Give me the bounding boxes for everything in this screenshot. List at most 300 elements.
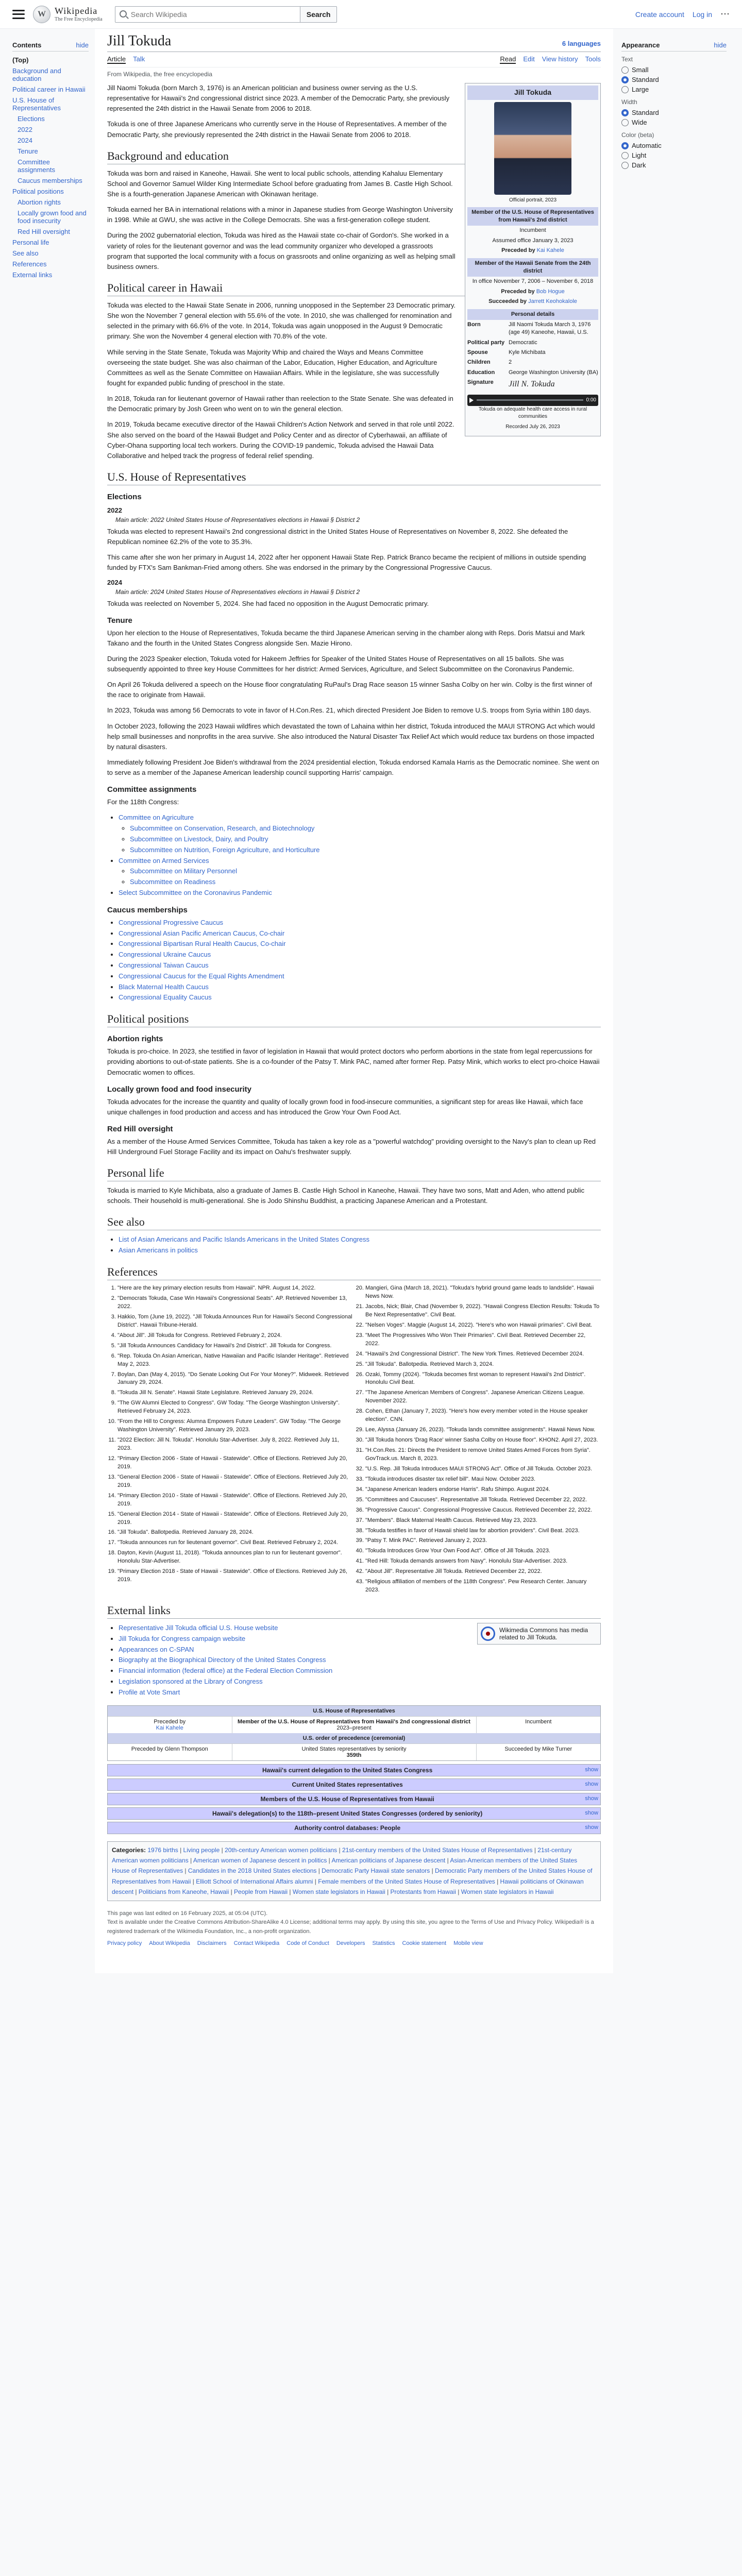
- see-also-link[interactable]: Asian Americans in politics: [119, 1246, 198, 1255]
- navbox: [107, 1807, 601, 1820]
- references-list: [107, 1284, 601, 1595]
- radio-label: Standard: [632, 109, 659, 116]
- audio-player[interactable]: [467, 395, 598, 406]
- subcommittee-item: [130, 823, 601, 834]
- appearance-hide-button[interactable]: hide: [714, 41, 727, 49]
- appearance-title: Appearance: [621, 41, 660, 49]
- audio-progress-bar[interactable]: [477, 399, 583, 401]
- search-input[interactable]: [115, 6, 300, 23]
- tenure-paragraph-1: Upon her election to the House of Representatives, Tokuda became the third Japanese American serving in the chamber along with Reps. Doris Matsui and Mark Takano and the fourth in the United States Congress alongside Sen. Mazie Hirono.: [107, 629, 585, 647]
- toc-item[interactable]: (Top): [12, 56, 29, 64]
- committee-link[interactable]: Committee on Agriculture: [119, 814, 194, 822]
- navbox-title: [108, 1793, 600, 1805]
- footer-link[interactable]: Mobile view: [453, 1940, 483, 1947]
- elections-2024-paragraph-1: Tokuda was reelected on November 5, 2024. She had faced no opposition in the August Democratic primary.: [107, 599, 429, 607]
- radio-label: Automatic: [632, 142, 662, 149]
- radio-button[interactable]: [621, 119, 629, 126]
- external-link-item: [119, 1645, 601, 1655]
- caucus-link[interactable]: Congressional Taiwan Caucus: [119, 961, 209, 970]
- caucus-link[interactable]: Congressional Caucus for the Equal Rights Amendment: [119, 972, 284, 980]
- navbox-show-toggle[interactable]: show: [585, 1795, 598, 1802]
- reference-item[interactable]: 2. "Democrats Tokuda, Case Win Hawaii's Congressional Seats". AP. Retrieved November 13, 2022.: [117, 1295, 353, 1311]
- language-selector[interactable]: 6 languages: [562, 40, 601, 47]
- photo-caption: Official portrait, 2023: [509, 197, 557, 203]
- subcommittee-item: [130, 877, 601, 888]
- reference-item[interactable]: 4. "About Jill". Jill Tokuda for Congress. Retrieved February 2, 2024.: [117, 1332, 353, 1340]
- precedence-next[interactable]: Succeeded by Mike Turner: [504, 1745, 572, 1752]
- subcommittee-link[interactable]: Subcommittee on Conservation, Research, and Biotechnology: [130, 824, 315, 833]
- heading-2024: 2024: [107, 578, 122, 586]
- navbox-title: [108, 1808, 600, 1819]
- succession-box: [107, 1705, 601, 1761]
- navbox: [107, 1793, 601, 1805]
- tab-edit[interactable]: Edit: [523, 55, 535, 63]
- heading-food: Locally grown food and food insecurity: [107, 1084, 252, 1094]
- external-link[interactable]: Financial information (federal office) at the Federal Election Commission: [119, 1667, 333, 1675]
- heading-caucus: Caucus memberships: [107, 905, 188, 914]
- reference-item[interactable]: 33. "Tokuda introduces disaster tax relief bill". Maui Now. October 2023.: [365, 1476, 601, 1484]
- reference-item[interactable]: 42. "About Jill". Representative Jill Tokuda. Retrieved December 22, 2022.: [365, 1568, 601, 1576]
- category-link[interactable]: | Candidates in the 2018 United States elections: [183, 1867, 316, 1874]
- navbox-show-toggle[interactable]: show: [585, 1781, 598, 1787]
- succession-head: U.S. House of Representatives: [108, 1706, 600, 1716]
- play-icon[interactable]: [469, 398, 474, 403]
- subcommittee-link[interactable]: Subcommittee on Readiness: [130, 878, 216, 886]
- appearance-option[interactable]: [621, 141, 727, 150]
- committees-intro: For the 118th Congress:: [107, 798, 179, 806]
- assumed-office: Assumed office January 3, 2023: [492, 237, 574, 244]
- footer-link[interactable]: Developers: [336, 1940, 365, 1947]
- radio-label: Wide: [632, 118, 647, 126]
- heading-abortion: Abortion rights: [107, 1035, 163, 1044]
- tenure-paragraph-4: In 2023, Tokuda was among 56 Democrats to vote in favor of H.Con.Res. 21, which directed President Joe Biden to remove U.S. troops from Syria within 180 days.: [107, 706, 592, 715]
- toc-item[interactable]: Locally grown food and food insecurity: [18, 209, 87, 225]
- external-link-item: [119, 1666, 601, 1676]
- reference-item[interactable]: 1. "Here are the key primary election results from Hawaii". NPR. August 14, 2022.: [117, 1284, 353, 1293]
- infobox-office: Member of the U.S. House of Representatives from Hawaii's 2nd district: [467, 207, 598, 226]
- heading-political-positions: Political positions: [107, 1012, 601, 1027]
- reference-item[interactable]: 18. Dayton, Kevin (August 11, 2018). "Tokuda announces plan to run for lieutenant governor". Honolulu Star-Advertiser.: [117, 1549, 353, 1566]
- radio-button[interactable]: [621, 76, 629, 83]
- wikipedia-logo[interactable]: [33, 6, 103, 23]
- navbox-title-text[interactable]: Members of the U.S. House of Representatives from Hawaii: [260, 1795, 434, 1803]
- infobox: [465, 83, 601, 436]
- reference-item[interactable]: 30. "Jill Tokuda honors 'Drag Race' winner Sasha Colby on House floor". KHON2. April 27, 2023.: [365, 1436, 601, 1445]
- text-size-label: Text: [621, 56, 633, 63]
- navbox-show-toggle[interactable]: show: [585, 1809, 598, 1816]
- reference-item[interactable]: 26. Ozaki, Tommy (2024). "Tokuda becomes first woman to represent Hawaii's 2nd District". Honolulu Civil Beat.: [365, 1371, 601, 1387]
- reference-item[interactable]: 28. Cohen, Ethan (January 7, 2023). "Here's how every member voted in the House speaker election". CNN.: [365, 1408, 601, 1424]
- toc-item[interactable]: Personal life: [12, 239, 49, 246]
- hatnote-2022[interactable]: Main article: 2022 United States House of Representatives elections in Hawaii § District 2: [115, 516, 360, 523]
- footer-link[interactable]: Cookie statement: [402, 1940, 447, 1947]
- audio-time: 0:00: [586, 397, 596, 403]
- reference-item[interactable]: 20. Mangieri, Gina (March 18, 2021). "Tokuda's hybrid ground game leads to landslide". Hawaii News Now.: [365, 1284, 601, 1301]
- heading-political-career: Political career in Hawaii: [107, 281, 601, 296]
- toc-item[interactable]: Committee assignments: [18, 158, 55, 174]
- toc-title: Contents: [12, 41, 42, 49]
- reference-item[interactable]: 29. Lee, Alyssa (January 26, 2023). "Tokuda lands committee assignments". Hawaii News Now.: [365, 1426, 601, 1434]
- see-also-list: [107, 1234, 601, 1256]
- infobox-row: [467, 338, 598, 348]
- create-account-link[interactable]: Create account: [635, 10, 684, 19]
- caucus-link[interactable]: Congressional Equality Caucus: [119, 993, 212, 1002]
- elections-2022-paragraph-1: Tokuda was elected to represent Hawaii's 2nd congressional district in the United States House of Representatives on November 8, 2022. She defeated the Republican nominee 62.2% of the vote to 35.3%.: [107, 527, 568, 546]
- signature: Jill N. Tokuda: [509, 380, 555, 389]
- appearance-option[interactable]: [621, 117, 727, 127]
- heading-personal-life: Personal life: [107, 1166, 601, 1181]
- category-link[interactable]: | Protestants from Hawaii: [385, 1888, 456, 1895]
- main-menu-icon[interactable]: [12, 10, 25, 19]
- toc-item[interactable]: Tenure: [18, 147, 38, 155]
- tab-read[interactable]: Read: [500, 55, 516, 63]
- succession-preceded-link[interactable]: Kai Kahele: [156, 1724, 183, 1731]
- reference-item[interactable]: 6. "Rep. Tokuda On Asian American, Native Hawaiian and Pacific Islander Heritage". Retrieved May 2, 2023.: [117, 1352, 353, 1369]
- toc-item[interactable]: Political career in Hawaii: [12, 86, 86, 93]
- audio-recorded: Recorded July 26, 2023: [505, 423, 560, 430]
- table-of-contents: [12, 29, 95, 1973]
- reference-item[interactable]: 25. "Jill Tokuda". Ballotpedia. Retrieved March 3, 2024.: [365, 1361, 601, 1369]
- toc-item[interactable]: External links: [12, 271, 53, 279]
- precedence-previous[interactable]: Preceded by Glenn Thompson: [131, 1745, 208, 1752]
- preceded-link[interactable]: Kai Kahele: [536, 247, 564, 254]
- reference-item[interactable]: 19. "Primary Election 2018 - State of Hawaii - Statewide". Office of Elections. Retrieved July 26, 2019.: [117, 1568, 353, 1584]
- reference-item[interactable]: 14. "Primary Election 2010 - State of Hawaii - Statewide". Office of Elections. Retrieved July 20, 2019.: [117, 1492, 353, 1509]
- heading-elections: Elections: [107, 492, 142, 501]
- caucus-link[interactable]: Congressional Bipartisan Rural Health Caucus, Co-chair: [119, 940, 286, 948]
- succession-preceded-label: Preceded by: [154, 1718, 186, 1725]
- radio-label: Small: [632, 66, 649, 74]
- reference-item[interactable]: 23. "Meet The Progressives Who Won Their Primaries". Civil Beat. Retrieved December 22, 2022.: [365, 1332, 601, 1348]
- subcommittee-link[interactable]: Subcommittee on Military Personnel: [130, 867, 238, 875]
- infobox-row-value: George Washington University (BA): [509, 369, 598, 376]
- political-paragraph-2: While serving in the State Senate, Tokuda was Majority Whip and chaired the Ways and Means Committee overseeing the state budget. She was also chairman of the Labor, Education, Higher Education, and Agriculture Committees as well as the Senate Committee on Hawaiian Affairs. While in the legislature, she was successfully fought for expanded public funding of preschool in the state.: [107, 348, 440, 387]
- portrait-photo[interactable]: [494, 102, 571, 195]
- external-link-item: [119, 1655, 601, 1666]
- reference-item[interactable]: 41. "Red Hill: Tokuda demands answers from Navy". Honolulu Star-Advertiser. 2023.: [365, 1557, 601, 1566]
- category-link[interactable]: | Democratic Party Hawaii state senators: [316, 1867, 430, 1874]
- precedence-rank: 359th: [346, 1752, 362, 1758]
- tab-article[interactable]: Article: [107, 55, 126, 63]
- external-link[interactable]: Legislation sponsored at the Library of Congress: [119, 1677, 263, 1686]
- footer-link[interactable]: Disclaimers: [197, 1940, 227, 1947]
- category-link[interactable]: | People from Hawaii: [229, 1888, 288, 1895]
- external-link[interactable]: Profile at Vote Smart: [119, 1688, 180, 1696]
- width-label: Width: [621, 98, 637, 106]
- appearance-option[interactable]: [621, 150, 727, 160]
- preceded-label-2: Preceded by: [501, 288, 535, 295]
- background-paragraph-3: During the 2002 gubernatorial election, Tokuda was hired as the Hawaii state co-chair of Gordon's. She worked in a variety of roles for the lieutenant governor and was the lead community organizer who developed a grassroots program that supported the local community with a focus on grassroots and online organizing as well as helping small business owners.: [107, 231, 456, 270]
- more-options-icon[interactable]: ⋯: [720, 9, 730, 19]
- search-icon: [120, 10, 127, 18]
- last-edited: This page was last edited on 16 February 2025, at 05:04 (UTC).: [107, 1910, 268, 1917]
- external-link-item: [119, 1676, 601, 1687]
- succession-incumbent: Incumbent: [525, 1718, 552, 1725]
- precedence-middle[interactable]: United States representatives by seniority: [301, 1745, 407, 1752]
- navbox: [107, 1822, 601, 1834]
- reference-item[interactable]: 15. "General Election 2014 - State of Hawaii - Statewide". Office of Elections. Retrieved July 20, 2019.: [117, 1511, 353, 1527]
- log-in-link[interactable]: Log in: [692, 10, 712, 19]
- background-paragraph-1: Tokuda was born and raised in Kaneohe, Hawaii. She went to local public schools, attending Kahaluu Elementary School and Governor Samuel Wilder King Intermediate School before graduating from James B. Castle High School. She is a fourth-generation Japanese American with Okinawan heritage.: [107, 169, 453, 198]
- color-label: Color (beta): [621, 131, 654, 139]
- heading-2022: 2022: [107, 506, 122, 514]
- caucus-item: [119, 982, 601, 993]
- reference-item[interactable]: 3. Hakkio, Tom (June 19, 2022). "Jill Tokuda Announces Run for Hawaii's Second Congressional District". Hawaii Tribune-Herald.: [117, 1313, 353, 1330]
- reference-item[interactable]: 31. "H.Con.Res. 21: Directs the President to remove United States Armed Forces from Syria". GovTrack.us. March 8, 2023.: [365, 1447, 601, 1463]
- tab-tools[interactable]: Tools: [585, 55, 601, 63]
- reference-item[interactable]: 39. "Patsy T. Mink PAC". Retrieved January 2, 2023.: [365, 1537, 601, 1545]
- reference-item[interactable]: 27. "The Japanese American Members of Congress". Japanese American Citizens League. November 2022.: [365, 1389, 601, 1405]
- footer-link[interactable]: Code of Conduct: [286, 1940, 329, 1947]
- committee-link[interactable]: Committee on Armed Services: [119, 856, 209, 865]
- infobox-row: [467, 358, 598, 367]
- toc-item[interactable]: 2022: [18, 126, 32, 133]
- category-link[interactable]: | Politicians from Kaneohe, Hawaii: [133, 1888, 229, 1895]
- reference-item[interactable]: 13. "General Election 2006 - State of Hawaii - Statewide". Office of Elections. Retrieved July 20, 2019.: [117, 1473, 353, 1490]
- tagline: From Wikipedia, the free encyclopedia: [107, 71, 213, 78]
- toc-item[interactable]: Political positions: [12, 188, 64, 195]
- footer-link[interactable]: Statistics: [372, 1940, 395, 1947]
- succession-years: 2023–present: [336, 1724, 372, 1731]
- page-footer: [107, 1901, 601, 1953]
- reference-item[interactable]: 36. "Progressive Caucus". Congressional Progressive Caucus. Retrieved December 22, 2022.: [365, 1506, 601, 1515]
- navbox-title-text[interactable]: Authority control databases: People: [294, 1824, 401, 1832]
- caucus-link[interactable]: Congressional Asian Pacific American Caucus, Co-chair: [119, 929, 285, 937]
- reference-item[interactable]: 5. "Jill Tokuda Announces Candidacy for Hawaii's 2nd District". Jill Tokuda for Congress.: [117, 1342, 353, 1350]
- political-paragraph-3: In 2018, Tokuda ran for lieutenant governor of Hawaii rather than reelection to the State Senate. She was defeated in the Democratic primary by Josh Green who went on to win the general election.: [107, 395, 453, 413]
- article-content: [95, 29, 613, 1973]
- toc-item[interactable]: U.S. House of Representatives: [12, 96, 61, 112]
- category-link[interactable]: | Women state legislators in Hawaii: [288, 1888, 385, 1895]
- abortion-paragraph: Tokuda is pro-choice. In 2023, she testified in favor of legislation in Hawaii that would protect doctors who perform abortions in the state from legal repercussions for providing abortions to out-of-state patients. She is a co-founder of the Patsy T. Mink PAC, named after former Rep. Patsy Mink, which works to elect pro-choice Hawaii Democratic women to offices.: [107, 1047, 600, 1076]
- hatnote-2024[interactable]: Main article: 2024 United States House of Representatives elections in Hawaii § District 2: [115, 588, 360, 596]
- radio-button[interactable]: [621, 86, 629, 93]
- infobox-row: [467, 348, 598, 358]
- toc-item[interactable]: Elections: [18, 115, 45, 123]
- succeeded-link-2[interactable]: Jarrett Keohokalole: [528, 298, 577, 305]
- tenure-paragraph-5: In October 2023, following the 2023 Hawaii wildfires which devastated the town of Lahaina within her district, Tokuda introduced the MAUI STRONG Act which would help small businesses and nonprofits in the area survive. She also introduced the Natural Disaster Tax Relief Act which would reduce tax burdens on those impacted by natural disasters.: [107, 722, 595, 751]
- reference-item[interactable]: 16. "Jill Tokuda". Ballotpedia. Retrieved January 28, 2024.: [117, 1529, 353, 1537]
- subcommittee-item: [130, 845, 601, 856]
- navbox: [107, 1764, 601, 1776]
- preceded-link-2[interactable]: Bob Hogue: [536, 288, 565, 295]
- category-link[interactable]: | American women of Japanese descent in politics: [189, 1857, 327, 1864]
- caucus-link[interactable]: Black Maternal Health Caucus: [119, 982, 209, 991]
- subcommittee-item: [130, 834, 601, 845]
- radio-button[interactable]: [621, 66, 629, 74]
- appearance-option[interactable]: [621, 84, 727, 94]
- external-link[interactable]: Biography at the Biographical Directory of the United States Congress: [119, 1656, 326, 1664]
- infobox-row-label: Political party: [467, 339, 505, 346]
- audio-caption: Tokuda on adequate health care access in rural communities: [478, 406, 587, 419]
- navbox-title-text[interactable]: Hawaii's current delegation to the United States Congress: [262, 1766, 433, 1774]
- appearance-option[interactable]: [621, 65, 727, 75]
- heading-red-hill: Red Hill oversight: [107, 1124, 173, 1133]
- category-link[interactable]: | Female members of the United States House of Representatives: [313, 1878, 495, 1885]
- infobox-row-value: 2: [509, 359, 512, 366]
- category-link[interactable]: | Living people: [178, 1846, 220, 1854]
- political-paragraph-1: Tokuda was elected to the Hawaii State Senate in 2006, running unopposed in the September 23 Democratic primary. She won the November 7 general election with 55.6% of the vote. In 2010, she was challenged for renomination and selected in the primary with 66.6% of the vote. In 2014, Tokuda was again unopposed in the August 9 Democratic primary. She won the November 4 general election with 70.8% of the vote.: [107, 301, 456, 341]
- reference-item[interactable]: 11. "2022 Election: Jill N. Tokuda". Honolulu Star-Advertiser. July 8, 2022. Retrieved July 11, 2023.: [117, 1436, 353, 1453]
- logo-wordmark: Wikipedia: [55, 6, 98, 16]
- infobox-row-label: Born: [467, 321, 481, 328]
- reference-item[interactable]: 10. "From the Hill to Congress: Alumna Empowers Future Leaders". GW Today. "The George Washington University". Retrieved January 29, 2023.: [117, 1418, 353, 1434]
- navbox-title: [108, 1779, 600, 1790]
- toc-item[interactable]: Caucus memberships: [18, 177, 82, 184]
- category-link[interactable]: | Asian-American members of the United States House of Representatives: [112, 1857, 577, 1874]
- external-link-item: [119, 1687, 601, 1698]
- infobox-row-value: Jill Naomi Tokuda March 3, 1976 (age 49) Kaneohe, Hawaii, U.S.: [509, 321, 591, 336]
- toc-item[interactable]: See also: [12, 249, 39, 257]
- infobox-row-value: Democratic: [509, 339, 537, 346]
- category-link[interactable]: | American politicians of Japanese descent: [327, 1857, 445, 1864]
- toc-hide-button[interactable]: hide: [76, 41, 89, 49]
- toc-item[interactable]: Background and education: [12, 67, 61, 82]
- caucus-item: [119, 939, 601, 950]
- caucus-item: [119, 918, 601, 928]
- navbox-title-text[interactable]: Hawaii's delegation(s) to the 118th–present United States Congresses (ordered by seniority): [212, 1809, 483, 1817]
- intro-paragraph-2: Tokuda is one of three Japanese Americans who currently serve in the House of Representatives. A member of the Democratic Party, she previously represented the 24th district in the Hawaii Senate from 2006 to 2018.: [107, 120, 447, 139]
- reference-item[interactable]: 40. "Tokuda Introduces Grow Your Own Food Act". Office of Jill Tokuda. 2023.: [365, 1547, 601, 1555]
- reference-item[interactable]: 32. "U.S. Rep. Jill Tokuda Introduces MAUI STRONG Act". Office of Jill Tokuda. October 2023.: [365, 1465, 601, 1473]
- personal-details-head: Personal details: [467, 309, 598, 320]
- reference-item[interactable]: 24. "Hawaii's 2nd Congressional District". The New York Times. Retrieved December 2024.: [365, 1350, 601, 1359]
- see-also-link[interactable]: List of Asian Americans and Pacific Islands Americans in the United States Congress: [119, 1235, 370, 1244]
- radio-button[interactable]: [621, 162, 629, 169]
- infobox-row-label: Spouse: [467, 349, 488, 356]
- committee-link[interactable]: Select Subcommittee on the Coronavirus Pandemic: [119, 889, 272, 897]
- footer-link[interactable]: Contact Wikipedia: [233, 1940, 280, 1947]
- appearance-panel: [613, 29, 727, 1973]
- toc-item[interactable]: 2024: [18, 137, 32, 144]
- subcommittee-link[interactable]: Subcommittee on Livestock, Dairy, and Poultry: [130, 835, 268, 843]
- page-tabs: [107, 52, 601, 67]
- reference-item[interactable]: 37. "Members". Black Maternal Health Caucus. Retrieved May 23, 2023.: [365, 1517, 601, 1525]
- tab-talk[interactable]: Talk: [133, 55, 145, 63]
- infobox-row-label: Education: [467, 369, 495, 376]
- reference-item[interactable]: 9. "The GW Alumni Elected to Congress". GW Today. "The George Washington University". Retrieved February 24, 2023.: [117, 1399, 353, 1416]
- infobox-row-label: Signature: [467, 379, 494, 386]
- category-link[interactable]: | Women state legislators in Hawaii: [456, 1888, 554, 1895]
- heading-external-links: External links: [107, 1604, 601, 1619]
- commons-icon: [481, 1626, 495, 1641]
- radio-button[interactable]: [621, 152, 629, 159]
- caucus-item: [119, 992, 601, 1003]
- reference-item[interactable]: 43. "Religious affiliation of members of the 118th Congress". Pew Research Center. January 2023.: [365, 1578, 601, 1595]
- page-title: Jill Tokuda: [107, 33, 172, 49]
- navbox-show-toggle[interactable]: show: [585, 1824, 598, 1831]
- radio-button[interactable]: [621, 109, 629, 116]
- heading-references: References: [107, 1265, 601, 1280]
- infobox-row: [467, 368, 598, 378]
- appearance-option[interactable]: [621, 75, 727, 84]
- intro-paragraph-1: Jill Naomi Tokuda (born March 3, 1976) is an American politician and business owner serving as the U.S. representative for Hawaii's 2nd congressional district since 2023. A member of the Democratic Party, she previously represented the 24th district in the Hawaii Senate from 2006 to 2018.: [107, 84, 450, 113]
- external-link[interactable]: Appearances on C-SPAN: [119, 1645, 194, 1653]
- caucus-item: [119, 950, 601, 960]
- site-header: [0, 0, 742, 29]
- tenure-paragraph-3: On April 26 Tokuda delivered a speech on the House floor congratulating RuPaul's Drag Race season 15 winner Sasha Colby on her win. Colby is the first winner of the race to originate from Hawaii.: [107, 681, 592, 699]
- heading-us-house: U.S. House of Representatives: [107, 470, 601, 485]
- reference-item[interactable]: 38. "Tokuda testifies in favor of Hawaii shield law for abortion providers". Civil Beat. 2023.: [365, 1527, 601, 1535]
- radio-button[interactable]: [621, 142, 629, 149]
- category-link[interactable]: | 20th-century American women politicians: [220, 1846, 337, 1854]
- tab-view-history[interactable]: View history: [542, 55, 578, 63]
- reference-item[interactable]: 8. "Tokuda Jill N. Senate". Hawaii State Legislature. Retrieved January 29, 2024.: [117, 1389, 353, 1397]
- toc-item[interactable]: Abortion rights: [18, 198, 61, 206]
- category-link[interactable]: | 21st-century members of the United States House of Representatives: [337, 1846, 532, 1854]
- political-paragraph-4: In 2019, Tokuda became executive director of the Hawaii Children's Action Network and served in that role until 2022. She also served on the board of the Hawaii Budget and Policy Center and as director of Cyberhawaii, an affiliate of Cyber-Ohana supporting local tech workers. During the COVID-19 pandemic, Tokuda advised the Hawaii Data Collaborative and helped track the progress of federal relief spending.: [107, 420, 454, 460]
- commons-text: Wikimedia Commons has media related to Jill Tokuda.: [499, 1626, 588, 1641]
- committee-item: [119, 856, 601, 888]
- caucus-item: [119, 928, 601, 939]
- navbox-title-text[interactable]: Current United States representatives: [292, 1781, 403, 1788]
- background-paragraph-2: Tokuda earned her BA in international relations with a minor in Japanese studies from George Washington University in 1998. While at GWU, she was active in the College Democrats. She was a first-generation college student.: [107, 206, 453, 224]
- infobox-row-label: Children: [467, 359, 491, 366]
- appearance-option[interactable]: [621, 108, 727, 117]
- toc-item[interactable]: Red Hill oversight: [18, 228, 70, 235]
- subcommittee-item: [130, 866, 601, 877]
- globe-icon: W: [33, 6, 50, 23]
- category-link[interactable]: | Elliott School of International Affairs alumni: [191, 1878, 313, 1885]
- heading-tenure: Tenure: [107, 616, 132, 625]
- search-button[interactable]: Search: [300, 6, 338, 23]
- radio-label: Dark: [632, 161, 646, 169]
- navbox: [107, 1778, 601, 1791]
- reference-item[interactable]: 21. Jacobs, Nick; Blair, Chad (November 9, 2022). "Hawaii Congress Election Results: Tokuda To Be Next Representative". Civil Beat.: [365, 1303, 601, 1319]
- category-link[interactable]: | Hawaii politicians of Okinawan descent: [112, 1878, 584, 1895]
- infobox-office-2: Member of the Hawaii Senate from the 24th district: [467, 258, 598, 277]
- caucus-link[interactable]: Congressional Progressive Caucus: [119, 918, 224, 926]
- succeeded-label-2: Succeeded by: [488, 298, 527, 305]
- caucus-list: [107, 918, 601, 1003]
- tenure-paragraph-2: During the 2023 Speaker election, Tokuda voted for Hakeem Jeffries for Speaker of the United States House of Representatives on all 15 ballots. She was subsequently appointed to three key House Committees for her district: Armed Services, Agriculture, and Select Subcommittee on the Coronavirus Pandemic.: [107, 654, 575, 673]
- incumbent-label: Incumbent: [519, 227, 546, 234]
- navbox-title: [108, 1765, 600, 1776]
- reference-item[interactable]: 7. Boylan, Dan (May 4, 2015). "Do Senate Looking Out For Your Money?". Midweek. Retrieved January 29, 2024.: [117, 1371, 353, 1387]
- toc-item[interactable]: References: [12, 260, 47, 268]
- category-link[interactable]: | 21st-century American women politicians: [112, 1846, 571, 1864]
- appearance-option[interactable]: [621, 160, 727, 170]
- precedence-head: U.S. order of precedence (ceremonial): [108, 1733, 600, 1743]
- succession-office: Member of the U.S. House of Representatives from Hawaii's 2nd congressional district: [238, 1718, 470, 1725]
- infobox-row: [467, 378, 598, 391]
- personal-paragraph: Tokuda is married to Kyle Michibata, also a graduate of James B. Castle High School in Kaneohe, Hawaii. They have two sons, Matt and Aden, who attend public schools. Their household is multi-generational. She is Jodo Shinshu Buddhist, a practicing Japanese American and a Protestant.: [107, 1187, 585, 1205]
- external-link[interactable]: Representative Jill Tokuda official U.S. House website: [119, 1624, 278, 1632]
- radio-label: Large: [632, 86, 649, 93]
- committee-item: [119, 888, 601, 899]
- logo-tagline: The Free Encyclopedia: [55, 16, 103, 22]
- reference-item[interactable]: 17. "Tokuda announces run for lieutenant governor". Civil Beat. Retrieved February 2, 2024.: [117, 1539, 353, 1547]
- heading-committees: Committee assignments: [107, 785, 197, 794]
- navbox-show-toggle[interactable]: show: [585, 1766, 598, 1773]
- footer-link[interactable]: Privacy policy: [107, 1940, 142, 1947]
- subcommittee-link[interactable]: Subcommittee on Nutrition, Foreign Agriculture, and Horticulture: [130, 845, 320, 854]
- reference-item[interactable]: 34. "Japanese American leaders endorse Harris". Rafu Shimpo. August 2024.: [365, 1486, 601, 1494]
- category-link[interactable]: 1976 births: [147, 1846, 178, 1854]
- heading-see-also: See also: [107, 1215, 601, 1230]
- reference-item[interactable]: 12. "Primary Election 2006 - State of Hawaii - Statewide". Office of Elections. Retrieved July 20, 2019.: [117, 1455, 353, 1471]
- food-paragraph: Tokuda advocates for the increase the quantity and quality of locally grown food in food-insecure communities, a significant step for areas like Hawaii, which face unique challenges in food production and access and has introduced the Grow Your Own Food Act.: [107, 1097, 583, 1116]
- external-link[interactable]: Jill Tokuda for Congress campaign website: [119, 1634, 246, 1642]
- caucus-link[interactable]: Congressional Ukraine Caucus: [119, 951, 211, 959]
- footer-link[interactable]: About Wikipedia: [149, 1940, 190, 1947]
- tenure-paragraph-6: Immediately following President Joe Biden's withdrawal from the 2024 presidential election, Tokuda endorsed Kamala Harris as the Democratic nominee. She went on to serve as a member of the Japanese American leadership council supporting Harris' campaign.: [107, 758, 599, 777]
- commons-box[interactable]: [477, 1623, 601, 1645]
- radio-label: Light: [632, 151, 647, 159]
- reference-item[interactable]: 35. "Committees and Caucuses". Representative Jill Tokuda. Retrieved December 22, 2022.: [365, 1496, 601, 1504]
- category-link[interactable]: | Democratic Party members of the United States House of Representatives from Hawaii: [112, 1867, 593, 1885]
- reference-item[interactable]: 22. "Nelsen Voges". Maggie (August 14, 2022). "Here's who won Hawaii primaries". Civil Beat.: [365, 1321, 601, 1330]
